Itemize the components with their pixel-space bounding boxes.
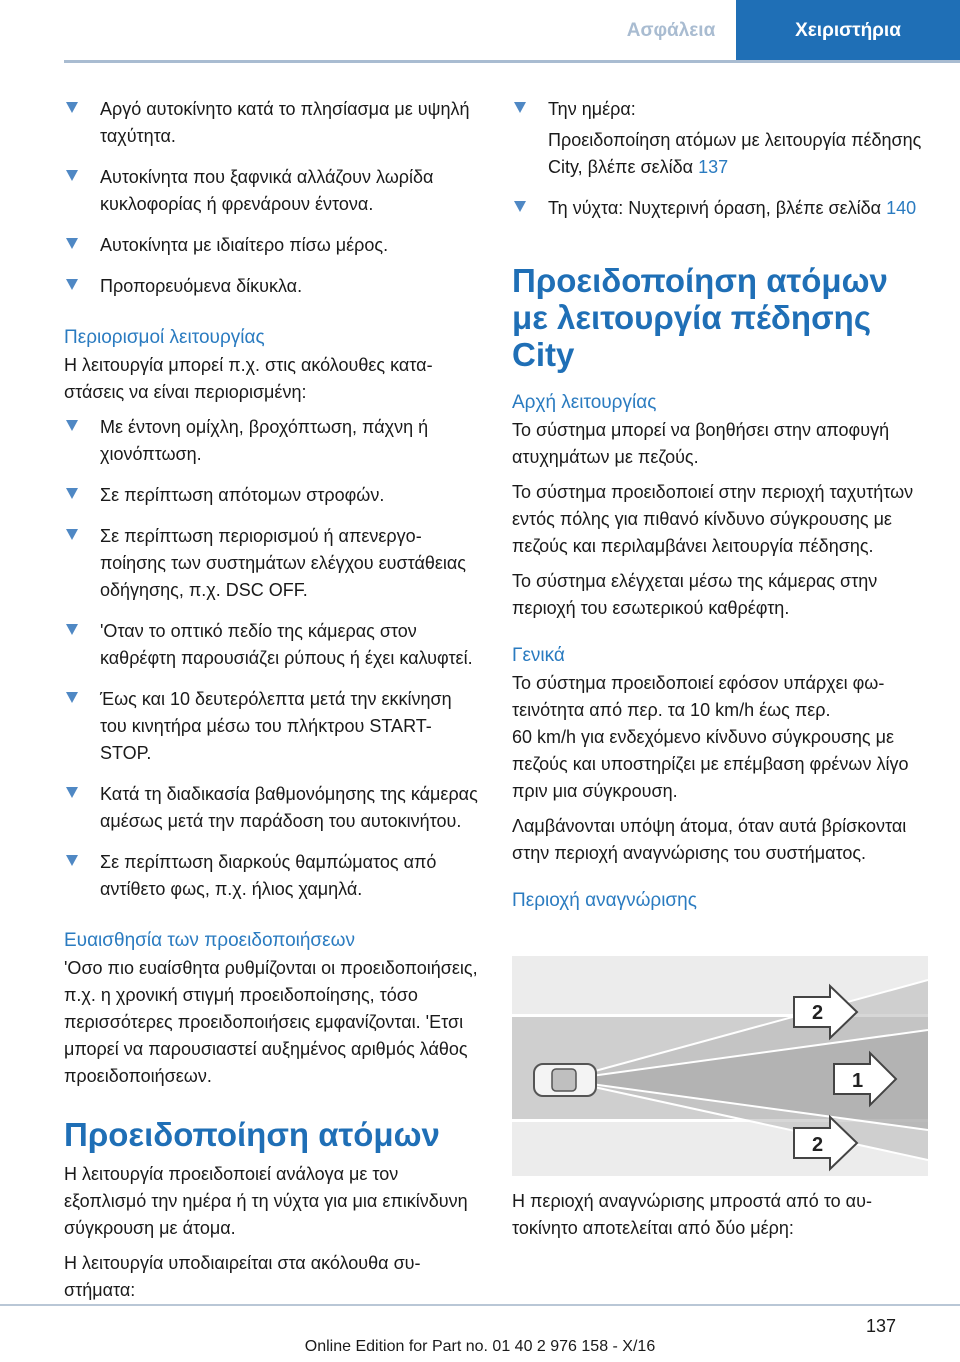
principle-text-3: Το σύστημα ελέγχεται μέσω της κάμερας στην περιοχή του εσωτερικού καθρέφτη. xyxy=(512,571,878,618)
list-item: 'Οταν το οπτικό πεδίο της κάμερας στον καθρέφτη παρουσιάζει ρύπους ή έχει καλυφτεί. xyxy=(64,618,478,672)
list-item xyxy=(512,96,926,181)
list-item xyxy=(512,195,926,222)
limits-heading: Περιορισμοί λειτουργίας xyxy=(64,327,265,348)
list-item: Έως και 10 δευτερόλεπτα μετά την εκκίνηση του κινητήρα μέσω του πλήκτρου START-STOP. xyxy=(64,686,478,767)
bullet-triangle-icon xyxy=(66,529,78,540)
detect-text: Η περιοχή αναγνώρισης μπροστά από το αυτοκίνητο αποτελείται από δύο μέρη: xyxy=(512,1191,872,1238)
header-active-tab[interactable]: Χειριστήρια xyxy=(736,0,960,62)
list-item: Σε περίπτωση απότομων στροφών. xyxy=(64,482,478,509)
warning-text-2: Η λειτουργία υποδιαιρείται στα ακόλουθα συστήματα: xyxy=(64,1253,421,1300)
bullet-triangle-icon xyxy=(66,170,78,181)
list-item: Σε περίπτωση διαρκούς θαμπώματος από αντίθετο φως, π.χ. ήλιος χαμηλά. xyxy=(64,849,478,903)
bullet-triangle-icon xyxy=(66,102,78,113)
car-icon xyxy=(534,1064,596,1096)
list-item: Κατά τη διαδικασία βαθμονόμησης της κάμερας αμέσως μετά την παράδοση του αυτοκινήτου. xyxy=(64,781,478,835)
sensitivity-heading: Ευαισθησία των προειδοποιήσεων xyxy=(64,930,355,951)
left-column xyxy=(64,96,478,1312)
bullet-triangle-icon xyxy=(66,692,78,703)
header-rule xyxy=(64,60,960,63)
page-link-137[interactable]: 137 xyxy=(698,157,729,177)
principle-heading: Αρχή λειτουργίας xyxy=(512,392,657,413)
bullet-triangle-icon xyxy=(66,279,78,290)
bullet-triangle-icon xyxy=(66,420,78,431)
edition-footer: Online Edition for Part no. 01 40 2 976 158 - X/16 xyxy=(304,1338,656,1355)
general-text-2: Λαμβάνονται υπόψη άτομα, όταν αυτά βρίσκονται στην περιοχή αναγνώρισης του συστήματος. xyxy=(512,816,907,863)
page-link-140[interactable]: 140 xyxy=(886,198,917,218)
header-tabs xyxy=(606,0,960,62)
list-item: Αργό αυτοκίνητο κατά το πλησίασμα με υψηλή ταχύτητα. xyxy=(64,96,478,150)
limits-intro: Η λειτουργία μπορεί π.χ. στις ακόλουθες καταστάσεις να είναι περιορισμένη: xyxy=(64,355,433,402)
bullet-triangle-icon xyxy=(66,238,78,249)
principle-text-2: Το σύστημα προειδοποιεί στην περιοχή ταχυτήτων εντός πόλης για πιθανό κίνδυνο σύγκρουσης με πεζούς και περιλαμβάνει λειτουργία πέδησης. xyxy=(512,482,914,556)
list-item: Αυτοκίνητα που ξαφνικά αλλάζουν λωρίδα κυκλοφορίας ή φρενάρουν έντονα. xyxy=(64,164,478,218)
footer-rule xyxy=(0,1304,960,1306)
warning-text-1: Η λειτουργία προειδοποιεί ανάλογα με τον εξοπλισμό την ημέρα ή τη νύχτα για μια επικίνδυνη σύγκρουση με άτομα. xyxy=(64,1164,468,1238)
day-label: Την ημέρα: xyxy=(548,99,636,119)
zone-label: 2 xyxy=(812,1134,824,1156)
zone-label: 2 xyxy=(812,1002,824,1024)
city-heading: Προειδοποίηση ατόμων με λειτουργία πέδησης City xyxy=(512,262,888,373)
warning-heading: Προειδοποίηση ατόμων xyxy=(64,1116,440,1153)
bullet-triangle-icon xyxy=(66,624,78,635)
right-column xyxy=(512,96,926,915)
bullet-triangle-icon xyxy=(514,102,526,113)
bullet-triangle-icon xyxy=(514,201,526,212)
night-text: Τη νύχτα: Νυχτερινή όραση, βλέπε σελίδα 140 xyxy=(548,198,917,218)
sensitivity-text: 'Οσο πιο ευαίσθητα ρυθμίζονται οι προειδοποιήσεις, π.χ. η χρονική στιγμή προειδοποίησης, τόσο περισσότερες προειδοποιήσεις εμφανίζονται. 'Ετσι μπορεί να παρουσιαστεί αυξημένος αριθμός λάθος προειδοποιήσεων. xyxy=(64,958,478,1086)
detect-heading: Περιοχή αναγνώρισης xyxy=(512,890,697,911)
zone-label: 1 xyxy=(852,1070,864,1092)
list-item: Με έντονη ομίχλη, βροχόπτωση, πάχνη ή χιονόπτωση. xyxy=(64,414,478,468)
general-text-1: Το σύστημα προειδοποιεί εφόσον υπάρχει φωτεινότητα από περ. τα 10 km/h έως περ. 60 km/h για ενδεχόμενο κίνδυνο σύγκρουσης με πεζούς και υποστηρίζει με επέμβαση φρένων λίγο πριν μια σύγκρουση. xyxy=(512,673,909,801)
header-section-tab[interactable]: Ασφάλεια xyxy=(606,0,736,62)
principle-text-1: Το σύστημα μπορεί να βοηθήσει στην αποφυγή ατυχημάτων με πεζούς. xyxy=(512,420,890,467)
bullet-triangle-icon xyxy=(66,855,78,866)
general-heading: Γενικά xyxy=(512,645,565,666)
list-item: Προπορευόμενα δίκυκλα. xyxy=(64,273,478,300)
bullet-triangle-icon xyxy=(66,488,78,499)
detect-text-block xyxy=(512,1188,926,1250)
list-item: Σε περίπτωση περιορισμού ή απενεργοποίησης των συστημάτων ελέγχου ευστάθειας οδήγησης, π.χ. DSC OFF. xyxy=(64,523,478,604)
detection-area-diagram xyxy=(512,956,928,1176)
bullet-triangle-icon xyxy=(66,787,78,798)
list-item: Αυτοκίνητα με ιδιαίτερο πίσω μέρος. xyxy=(64,232,478,259)
page-number: 137 xyxy=(865,1316,896,1336)
day-text: Προειδοποίηση ατόμων με λειτουργία πέδησης City, βλέπε σελίδα 137 xyxy=(548,130,922,177)
